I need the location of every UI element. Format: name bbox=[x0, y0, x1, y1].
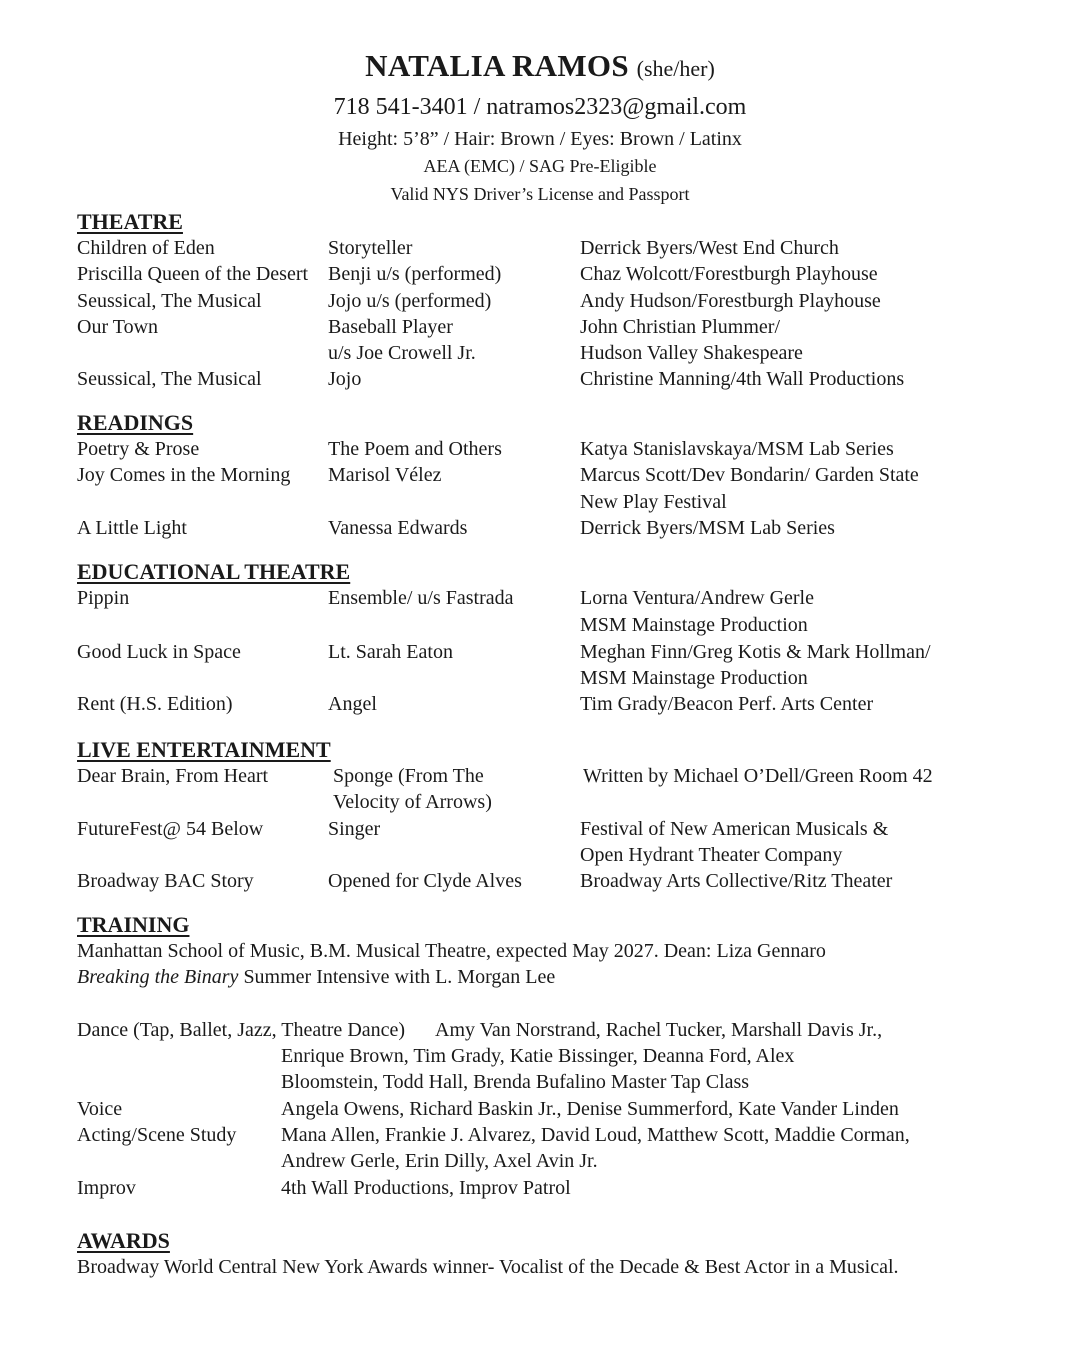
role: Opened for Clyde Alves bbox=[328, 870, 522, 893]
role: Velocity of Arrows) bbox=[333, 791, 492, 814]
director-venue: MSM Mainstage Production bbox=[580, 667, 808, 690]
live-entertainment-section bbox=[77, 737, 1007, 894]
credit-row bbox=[77, 585, 1007, 611]
role: u/s Joe Crowell Jr. bbox=[328, 342, 476, 365]
training-section bbox=[77, 912, 1007, 1201]
role: Sponge (From The bbox=[333, 765, 484, 787]
director-venue: Tim Grady/Beacon Perf. Arts Center bbox=[580, 693, 874, 716]
show-title: Rent (H.S. Edition) bbox=[77, 693, 233, 716]
training-dance-cont bbox=[77, 1069, 1007, 1095]
show-title: Poetry & Prose bbox=[77, 438, 200, 460]
theatre-section bbox=[77, 209, 1007, 393]
spacer bbox=[77, 991, 1007, 1017]
role: Jojo bbox=[328, 368, 362, 391]
credit-row bbox=[77, 515, 1007, 541]
show-title: Dear Brain, From Heart bbox=[77, 765, 269, 787]
union-status: AEA (EMC) / SAG Pre-Eligible bbox=[423, 156, 657, 176]
director-venue: Festival of New American Musicals & bbox=[580, 817, 889, 840]
credit-row bbox=[77, 340, 1007, 366]
credit-row bbox=[77, 235, 1007, 261]
director-venue: Andy Hudson/Forestburgh Playhouse bbox=[580, 289, 881, 312]
credit-row bbox=[77, 816, 1007, 842]
show-title: Pippin bbox=[77, 587, 130, 609]
director-venue: Broadway Arts Collective/Ritz Theater bbox=[580, 870, 893, 893]
show-title: Priscilla Queen of the Desert bbox=[77, 263, 309, 286]
credit-row bbox=[77, 314, 1007, 340]
training-teachers: Amy Van Norstrand, Rachel Tucker, Marshall Davis Jr., bbox=[435, 1018, 883, 1041]
role: Marisol Vélez bbox=[328, 464, 442, 487]
director-venue: Meghan Finn/Greg Kotis & Mark Hollman/ bbox=[580, 640, 931, 663]
credit-row bbox=[77, 639, 1007, 665]
training-teachers: Andrew Gerle, Erin Dilly, Axel Avin Jr. bbox=[281, 1150, 598, 1173]
training-acting bbox=[77, 1122, 1007, 1148]
pronouns: (she/her) bbox=[636, 56, 715, 81]
training-voice bbox=[77, 1096, 1007, 1122]
section-title-live: LIVE ENTERTAINMENT bbox=[77, 737, 331, 762]
section-title-readings: READINGS bbox=[77, 410, 194, 435]
license-info: Valid NYS Driver’s License and Passport bbox=[390, 184, 690, 204]
show-title: Joy Comes in the Morning bbox=[77, 464, 291, 487]
credit-row bbox=[77, 288, 1007, 314]
training-label: Improv bbox=[77, 1176, 136, 1199]
role: Ensemble/ u/s Fastrada bbox=[328, 587, 514, 609]
intensive-title: Breaking the Binary bbox=[77, 966, 239, 989]
credit-row bbox=[77, 436, 1007, 462]
training-dance-cont bbox=[77, 1043, 1007, 1069]
role: Storyteller bbox=[328, 237, 413, 259]
training-teachers: Mana Allen, Frankie J. Alvarez, David Loud, Matthew Scott, Maddie Corman, bbox=[281, 1124, 910, 1147]
contact-info: 718 541-3401 / natramos2323@gmail.com bbox=[333, 94, 747, 120]
show-title: Seussical, The Musical bbox=[77, 289, 262, 312]
credit-row bbox=[77, 789, 1007, 815]
show-title: Seussical, The Musical bbox=[77, 368, 262, 391]
readings-section bbox=[77, 410, 1007, 541]
show-title: Broadway BAC Story bbox=[77, 870, 254, 893]
training-improv bbox=[77, 1175, 1007, 1201]
training-dance bbox=[77, 1017, 1007, 1043]
credit-row bbox=[77, 261, 1007, 287]
training-teachers: Bloomstein, Todd Hall, Brenda Bufalino Master Tap Class bbox=[281, 1071, 750, 1094]
role: Lt. Sarah Eaton bbox=[328, 640, 453, 663]
role: Singer bbox=[328, 817, 381, 840]
director-venue: John Christian Plummer/ bbox=[580, 315, 780, 338]
credit-row bbox=[77, 665, 1007, 691]
credit-row bbox=[77, 763, 1007, 789]
credit-row bbox=[77, 366, 1007, 392]
show-title: Children of Eden bbox=[77, 237, 215, 259]
director-venue: New Play Festival bbox=[580, 490, 727, 513]
show-title: FutureFest@ 54 Below bbox=[77, 817, 264, 840]
credit-row bbox=[77, 842, 1007, 868]
training-label: Dance (Tap, Ballet, Jazz, Theatre Dance) bbox=[77, 1018, 406, 1041]
credit-row bbox=[77, 489, 1007, 515]
training-label: Acting/Scene Study bbox=[77, 1124, 237, 1147]
training-teachers: Enrique Brown, Tim Grady, Katie Bissinger, Deanna Ford, Alex bbox=[281, 1045, 795, 1068]
credit-row bbox=[77, 611, 1007, 639]
director-venue: MSM Mainstage Production bbox=[580, 614, 808, 637]
credit-row bbox=[77, 462, 1007, 488]
training-intensive bbox=[77, 964, 1007, 990]
award-text: Broadway World Central New York Awards winner- Vocalist of the Decade & Best Actor in a Musical. bbox=[77, 1256, 899, 1278]
show-title: A Little Light bbox=[77, 516, 187, 539]
resume-header-name bbox=[0, 48, 1080, 84]
role: The Poem and Others bbox=[328, 438, 502, 460]
director-venue: Derrick Byers/West End Church bbox=[580, 237, 839, 259]
educational-theatre-section bbox=[77, 559, 1007, 718]
director-venue: Lorna Ventura/Andrew Gerle bbox=[580, 587, 814, 609]
awards-section bbox=[77, 1228, 1007, 1280]
section-title-awards: AWARDS bbox=[77, 1228, 170, 1253]
director-venue: Open Hydrant Theater Company bbox=[580, 843, 843, 866]
section-title-theatre: THEATRE bbox=[77, 209, 183, 234]
director-venue: Christine Manning/4th Wall Productions bbox=[580, 368, 905, 391]
director-venue: Hudson Valley Shakespeare bbox=[580, 342, 803, 365]
training-teachers: 4th Wall Productions, Improv Patrol bbox=[281, 1176, 571, 1199]
role: Benji u/s (performed) bbox=[328, 263, 502, 286]
credit-row bbox=[77, 691, 1007, 717]
training-acting-cont bbox=[77, 1148, 1007, 1174]
training-teachers: Angela Owens, Richard Baskin Jr., Denise Summerford, Kate Vander Linden bbox=[281, 1097, 899, 1120]
role: Vanessa Edwards bbox=[328, 516, 468, 539]
training-school: Manhattan School of Music, B.M. Musical Theatre, expected May 2027. Dean: Liza Gennaro bbox=[77, 940, 826, 962]
show-title: Good Luck in Space bbox=[77, 640, 241, 663]
role: Jojo u/s (performed) bbox=[328, 289, 492, 312]
training-label: Voice bbox=[77, 1097, 123, 1120]
role: Baseball Player bbox=[328, 315, 453, 338]
intensive-detail: Summer Intensive with L. Morgan Lee bbox=[238, 966, 556, 989]
role: Angel bbox=[328, 693, 377, 716]
show-title: Our Town bbox=[77, 315, 159, 338]
name: NATALIA RAMOS bbox=[365, 48, 629, 83]
physical-stats: Height: 5’8” / Hair: Brown / Eyes: Brown / Latinx bbox=[338, 128, 742, 150]
director-venue: Chaz Wolcott/Forestburgh Playhouse bbox=[580, 263, 878, 286]
section-title-training: TRAINING bbox=[77, 912, 190, 937]
director-venue: Marcus Scott/Dev Bondarin/ Garden State bbox=[580, 464, 919, 487]
director-venue: Derrick Byers/MSM Lab Series bbox=[580, 516, 835, 539]
director-venue: Katya Stanislavskaya/MSM Lab Series bbox=[580, 438, 894, 460]
credit-row bbox=[77, 868, 1007, 894]
director-venue: Written by Michael O’Dell/Green Room 42 bbox=[583, 765, 933, 787]
section-title-educational: EDUCATIONAL THEATRE bbox=[77, 559, 351, 584]
